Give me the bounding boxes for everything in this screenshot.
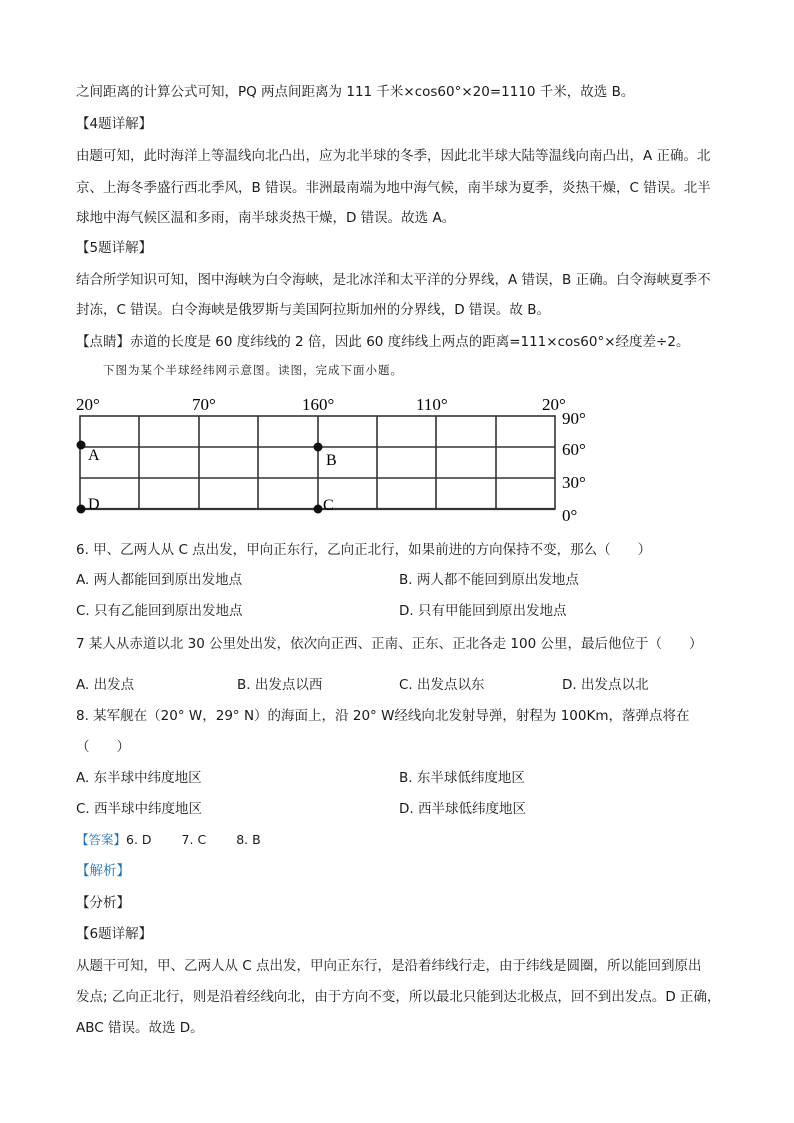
heading-q5-detail: 【5题详解】	[76, 240, 153, 256]
heading-fenxi: 【分析】	[76, 895, 130, 911]
point-c-marker	[314, 505, 323, 514]
heading-q4-detail: 【4题详解】	[76, 116, 153, 132]
lon-label-4: 110°	[416, 395, 448, 414]
graticule-grid	[80, 416, 555, 509]
q8-option-c: C. 西半球中纬度地区	[76, 801, 203, 817]
answer-tag: 【答案】	[76, 832, 127, 847]
answer-line	[76, 830, 261, 850]
q6-option-b: B. 两人都不能回到原出发地点	[399, 572, 579, 588]
paragraph-q6-line3: ABC 错误。故选 D。	[76, 1020, 204, 1036]
paragraph-q3-conclusion: 之间距离的计算公式可知，PQ 两点间距离为 111 千米×cos60°×20=1110 千米，故选 B。	[76, 84, 635, 100]
q8-option-a: A. 东半球中纬度地区	[76, 770, 202, 786]
q6-option-c: C. 只有乙能回到原出发地点	[76, 603, 243, 619]
answer-7: 7. C	[181, 832, 207, 847]
paragraph-q6-line1: 从题干可知，甲、乙两人从 C 点出发，甲向正东行，是沿着纬线行走，由于纬线是圆圈，所以能回到原出	[76, 958, 702, 974]
q8-option-b: B. 东半球低纬度地区	[399, 770, 525, 786]
lat-label-30: 30°	[562, 473, 586, 492]
point-a-marker	[77, 441, 86, 450]
heading-q6-detail: 【6题详解】	[76, 926, 153, 942]
paragraph-q5-line1: 结合所学知识可知，图中海峡为白令海峡，是北冰洋和太平洋的分界线，A 错误，B 正确。白令海峡夏季不	[76, 272, 711, 288]
paragraph-q6-line2: 发点; 乙向正北行，则是沿着经线向北，由于方向不变，所以最北只能到达北极点，回不到出发点。D 正确，	[76, 989, 721, 1005]
lon-label-3: 160°	[302, 395, 335, 414]
question-8-line1: 8. 某军舰在（20° W，29° N）的海面上，沿 20° W经线向北发射导弹，射程为 100Km，落弹点将在	[76, 708, 690, 724]
question-6: 6. 甲、乙两人从 C 点出发，甲向正东行，乙向正北行，如果前进的方向保持不变，那么（ ）	[76, 542, 652, 558]
point-b-marker	[314, 443, 323, 452]
q7-option-d: D. 出发点以北	[562, 677, 649, 693]
lon-label-5: 20°	[542, 395, 566, 414]
question-7: 7 某人从赤道以北 30 公里处出发，依次向正西、正南、正东、正北各走 100 公里，最后他位于（ ）	[76, 636, 703, 652]
graticule-figure	[70, 388, 610, 528]
q7-option-b: B. 出发点以西	[237, 677, 323, 693]
lon-label-2: 70°	[192, 395, 216, 414]
question-8-line2: （ ）	[76, 739, 130, 755]
paragraph-q5-line2: 封冻，C 错误。白令海峡是俄罗斯与美国阿拉斯加州的分界线，D 错误。故 B。	[76, 302, 550, 318]
q6-option-a: A. 两人都能回到原出发地点	[76, 572, 243, 588]
lon-label-1: 20°	[76, 395, 100, 414]
dianjing-text: 赤道的长度是 60 度纬线的 2 倍，因此 60 度纬线上两点的距离=111×cos60°×经度差÷2。	[130, 334, 690, 350]
lat-label-60: 60°	[562, 440, 586, 459]
q6-option-d: D. 只有甲能回到原出发地点	[399, 603, 567, 619]
answer-8: 8. B	[236, 832, 261, 847]
point-c-label: C	[323, 497, 334, 514]
heading-jiexi: 【解析】	[76, 863, 130, 879]
answer-6: 6. D	[126, 832, 152, 847]
paragraph-dianjing	[76, 332, 689, 352]
q8-option-d: D. 西半球低纬度地区	[399, 801, 526, 817]
q7-option-a: A. 出发点	[76, 677, 135, 693]
q7-option-c: C. 出发点以东	[399, 677, 485, 693]
paragraph-q4-line2: 京、上海冬季盛行西北季风，B 错误。非洲最南端为地中海气候，南半球为夏季，炎热干燥，C 错误。北半	[76, 180, 711, 196]
lat-label-90: 90°	[562, 409, 586, 428]
point-d-label: D	[88, 496, 100, 513]
paragraph-q4-line3: 球地中海气候区温和多雨，南半球炎热干燥，D 错误。故选 A。	[76, 210, 456, 226]
lat-label-0: 0°	[562, 506, 578, 525]
point-d-marker	[77, 505, 86, 514]
figure-caption: 下图为某个半球经纬网示意图。读图，完成下面小题。	[103, 363, 403, 377]
dianjing-tag: 【点睛】	[76, 334, 130, 350]
point-b-label: B	[326, 452, 337, 469]
point-a-label: A	[88, 447, 100, 464]
paragraph-q4-line1: 由题可知，此时海洋上等温线向北凸出，应为北半球的冬季，因此北半球大陆等温线向南凸出，A 正确。北	[76, 148, 711, 164]
